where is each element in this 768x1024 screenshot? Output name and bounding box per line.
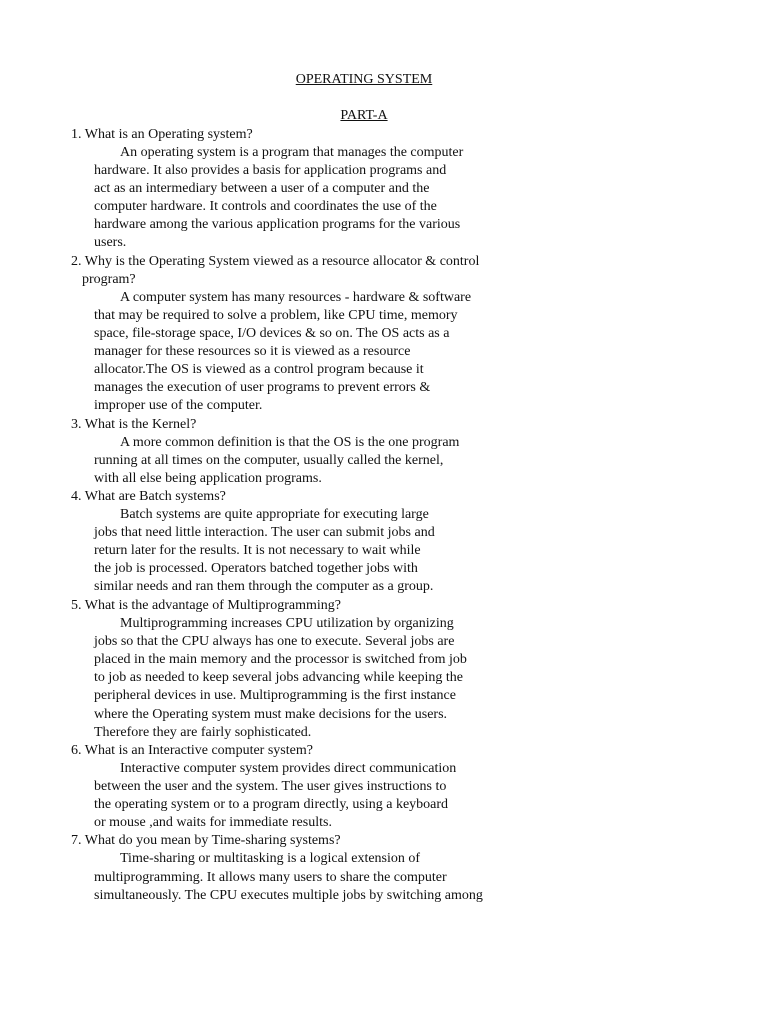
- question-5: 5. What is the advantage of Multiprogramming?: [71, 598, 341, 613]
- question-2: 2. Why is the Operating System viewed as a resource allocator & control: [71, 254, 480, 269]
- answer-line: Therefore they are fairly sophisticated.: [94, 725, 312, 740]
- answer-line: manages the execution of user programs to prevent errors &: [94, 380, 431, 395]
- answer-line: Time-sharing or multitasking is a logical extension of: [120, 851, 421, 866]
- answer-line: space, file-storage space, I/O devices & so on. The OS acts as a: [94, 326, 450, 341]
- answer-line: Multiprogramming increases CPU utilization by organizing: [120, 616, 454, 631]
- question-7: 7. What do you mean by Time-sharing systems?: [71, 833, 341, 848]
- answer-line: placed in the main memory and the processor is switched from job: [94, 652, 467, 667]
- answer-line: or mouse ,and waits for immediate results.: [94, 815, 332, 830]
- answer-line: An operating system is a program that manages the computer: [120, 145, 464, 160]
- answer-line: users.: [94, 235, 127, 250]
- question-6: 6. What is an Interactive computer system?: [71, 743, 313, 758]
- answer-line: running at all times on the computer, usually called the kernel,: [94, 453, 444, 468]
- question-1: 1. What is an Operating system?: [71, 127, 253, 142]
- question-3: 3. What is the Kernel?: [71, 417, 197, 432]
- answer-line: peripheral devices in use. Multiprogramming is the first instance: [94, 688, 456, 703]
- answer-line: A more common definition is that the OS is the one program: [120, 435, 460, 450]
- answer-line: hardware among the various application programs for the various: [94, 217, 461, 232]
- answer-line: act as an intermediary between a user of a computer and the: [94, 181, 430, 196]
- answer-line: allocator.The OS is viewed as a control program because it: [94, 362, 424, 377]
- answer-line: simultaneously. The CPU executes multiple jobs by switching among: [94, 888, 483, 903]
- question-4: 4. What are Batch systems?: [71, 489, 226, 504]
- answer-line: A computer system has many resources - hardware & software: [120, 290, 472, 305]
- answer-line: return later for the results. It is not necessary to wait while: [94, 543, 421, 558]
- answer-line: improper use of the computer.: [94, 398, 263, 413]
- answer-line: that may be required to solve a problem, like CPU time, memory: [94, 308, 458, 323]
- answer-line: to job as needed to keep several jobs advancing while keeping the: [94, 670, 463, 685]
- answer-line: the job is processed. Operators batched together jobs with: [94, 561, 418, 576]
- question-continuation: program?: [82, 272, 136, 287]
- answer-line: the operating system or to a program directly, using a keyboard: [94, 797, 449, 812]
- document-title: OPERATING SYSTEM: [295, 72, 433, 87]
- answer-line: multiprogramming. It allows many users to share the computer: [94, 870, 447, 885]
- answer-line: Interactive computer system provides direct communication: [120, 761, 457, 776]
- answer-line: between the user and the system. The user gives instructions to: [94, 779, 447, 794]
- answer-line: hardware. It also provides a basis for application programs and: [94, 163, 447, 178]
- answer-line: with all else being application programs.: [94, 471, 322, 486]
- answer-line: jobs that need little interaction. The user can submit jobs and: [94, 525, 435, 540]
- section-heading: PART-A: [340, 108, 388, 123]
- answer-line: Batch systems are quite appropriate for executing large: [120, 507, 429, 522]
- answer-line: where the Operating system must make decisions for the users.: [94, 707, 448, 722]
- answer-line: similar needs and ran them through the computer as a group.: [94, 579, 434, 594]
- answer-line: manager for these resources so it is viewed as a resource: [94, 344, 411, 359]
- answer-line: jobs so that the CPU always has one to execute. Several jobs are: [94, 634, 455, 649]
- answer-line: computer hardware. It controls and coordinates the use of the: [94, 199, 437, 214]
